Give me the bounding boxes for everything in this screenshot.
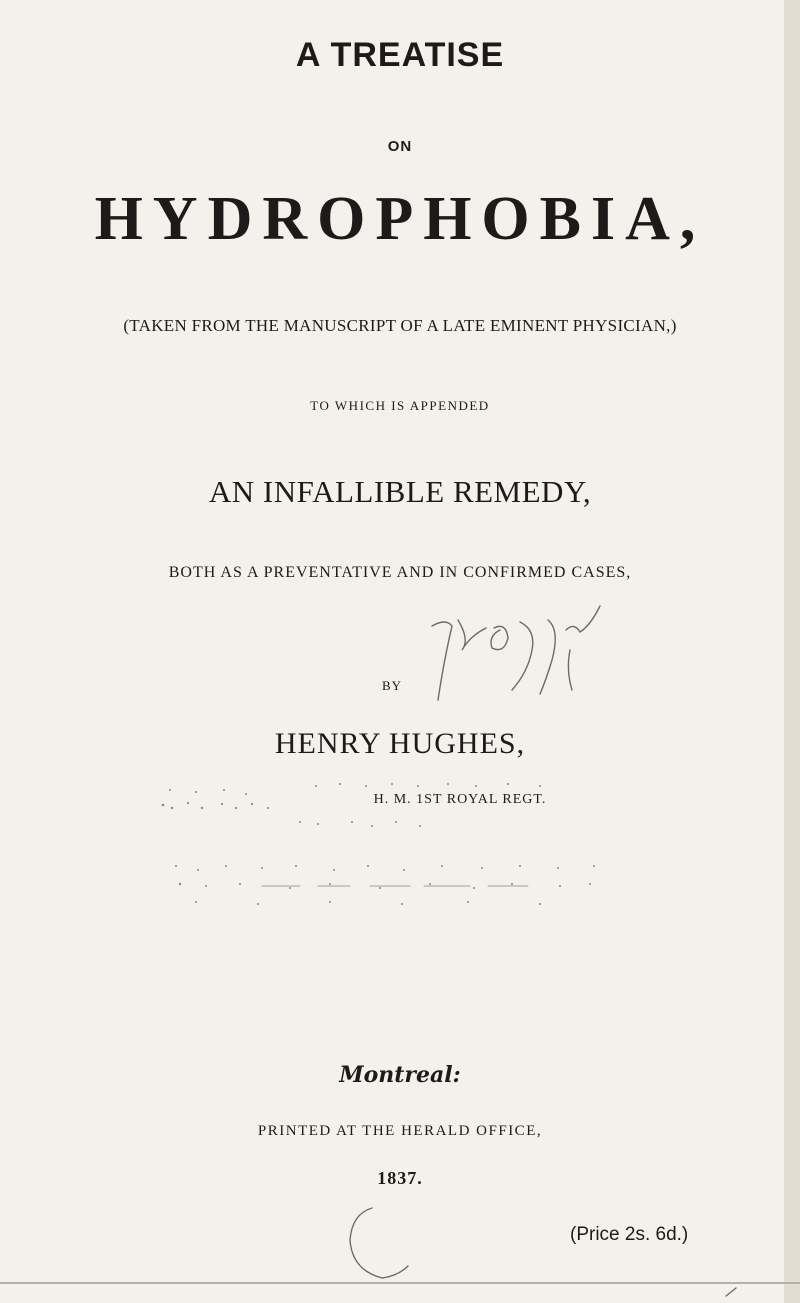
price-label: (Price 2s. 6d.) (570, 1224, 689, 1245)
handwritten-mark (432, 606, 600, 700)
imprint-city: Montreal: (339, 1062, 461, 1088)
imprint-year: 1837. (377, 1168, 423, 1188)
author-name: HENRY HUGHES, (274, 727, 526, 760)
pencil-tick (726, 1288, 736, 1296)
page-title: HYDROPHOBIA, (94, 185, 706, 253)
by-label: BY (382, 678, 403, 693)
source-note: (TAKEN FROM THE MANUSCRIPT OF A LATE EMINENT PHYSICIAN,) (123, 316, 677, 335)
appended-label: TO WHICH IS APPENDED (310, 398, 490, 413)
scope-note: BOTH AS A PREVENTATIVE AND IN CONFIRMED CASES, (168, 564, 632, 581)
author-rank: H. M. 1ST ROYAL REGT. (373, 792, 547, 807)
imprint-printer: PRINTED AT THE HERALD OFFICE, (257, 1123, 543, 1139)
remedy-title: AN INFALLIBLE REMEDY, (208, 474, 592, 509)
on-label: ON (387, 138, 413, 155)
pencil-loop (350, 1208, 408, 1278)
heading: A TREATISE (295, 36, 505, 74)
